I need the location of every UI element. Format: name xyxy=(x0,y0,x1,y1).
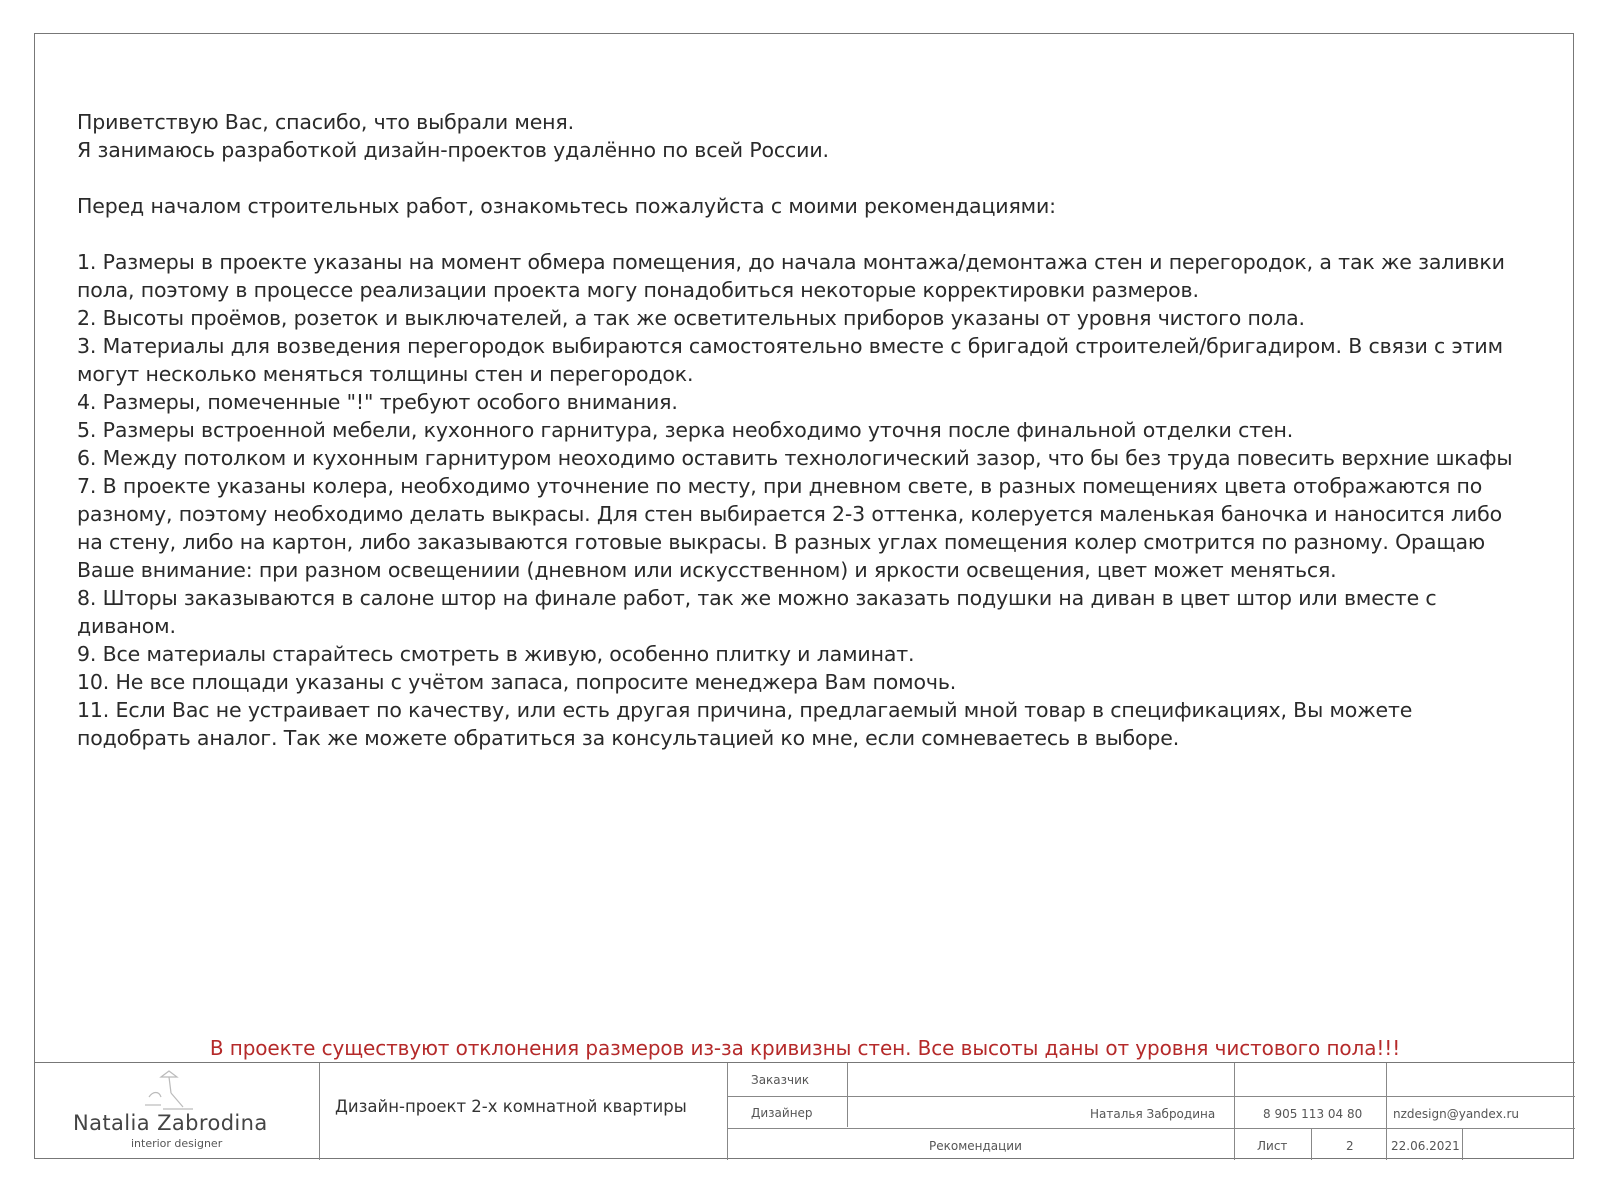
recommendation-item: 6. Между потолком и кухонным гарнитуром неоходимо оставить технологический зазор, что бы без труда повесить верхние шкафы xyxy=(77,446,1513,470)
phone-number: 8 905 113 04 80 xyxy=(1263,1107,1363,1121)
recommendation-item: 8. Шторы заказываются в салоне штор на финале работ, так же можно заказать подушки на диван в цвет штор или вместе с диваном. xyxy=(77,586,1437,638)
sheet-label: Лист xyxy=(1257,1139,1288,1153)
recommendation-item: 5. Размеры встроенной мебели, кухонного гарнитура, зерка необходимо уточня после финальной отделки стен. xyxy=(77,418,1294,442)
about-line: Я занимаюсь разработкой дизайн-проектов удалённо по всей России. xyxy=(77,138,829,162)
sheet-number: 2 xyxy=(1346,1139,1354,1153)
warning-note: В проекте существуют отклонения размеров из-за кривизны стен. Все высоты даны от уровня чистового пола!!! xyxy=(209,1036,1401,1060)
customer-label: Заказчик xyxy=(751,1073,810,1087)
recommendation-item: 2. Высоты проёмов, розеток и выключателей, а так же осветительных приборов указаны от уровня чистого пола. xyxy=(77,306,1305,330)
recommendation-item: 3. Материалы для возведения перегородок выбираются самостоятельно вместе с бригадой строителей/бригадиром. В связи с этим могут несколько меняться толщины стен и перегородок. xyxy=(77,334,1503,386)
logo-subtitle: interior designer xyxy=(131,1137,223,1150)
project-title: Дизайн-проект 2-х комнатной квартиры xyxy=(335,1097,687,1116)
drawing-sheet xyxy=(34,33,1574,1159)
desk-lamp-icon xyxy=(131,1067,211,1115)
logo-name: Natalia Zabrodina xyxy=(73,1111,268,1135)
email-address: nzdesign@yandex.ru xyxy=(1393,1107,1520,1121)
designer-label: Дизайнер xyxy=(751,1106,813,1120)
recommendation-item: 10. Не все площади указаны с учётом запаса, попросите менеджера Вам помочь. xyxy=(77,670,957,694)
intro-line: Перед началом строительных работ, ознакомьтесь пожалуйста с моими рекомендациями: xyxy=(77,194,1056,218)
recommendation-item: 4. Размеры, помеченные "!" требуют особого внимания. xyxy=(77,390,678,414)
greeting-line: Приветствую Вас, спасибо, что выбрали меня. xyxy=(77,110,574,134)
recommendation-item: 7. В проекте указаны колера, необходимо уточнение по месту, при дневном свете, в разных помещениях цвета отображаются по разному, поэтому необходимо делать выкрасы. Для стен выбирается 2-3 оттенка, колеруется маленькая баночка и наносится либо на стену, либо на картон, либо заказываются готовые выкрасы. В разных углах помещения колер смотрится по разному. Оращаю Ваше внимание: при разном освещениии (дневном или искусственном) и яркости освещения, цвет может меняться. xyxy=(77,474,1502,582)
sheet-name: Рекомендации xyxy=(929,1139,1022,1153)
sheet-date: 22.06.2021 xyxy=(1391,1139,1460,1153)
recommendations-text xyxy=(77,108,1517,752)
designer-logo xyxy=(35,1063,319,1161)
recommendation-item: 1. Размеры в проекте указаны на момент обмера помещения, до начала монтажа/демонтажа стен и перегородок, а так же заливки пола, поэтому в процессе реализации проекта могу понадобиться некоторые корректировки размеров. xyxy=(77,250,1505,302)
designer-name: Наталья Забродина xyxy=(1090,1107,1216,1121)
title-block xyxy=(35,1062,1575,1160)
recommendation-item: 9. Все материалы старайтесь смотреть в живую, особенно плитку и ламинат. xyxy=(77,642,915,666)
recommendation-item: 11. Если Вас не устраивает по качеству, или есть другая причина, предлагаемый мной товар в спецификациях, Вы можете подобрать аналог. Так же можете обратиться за консультацией ко мне, если сомневаетесь в выборе. xyxy=(77,698,1413,750)
